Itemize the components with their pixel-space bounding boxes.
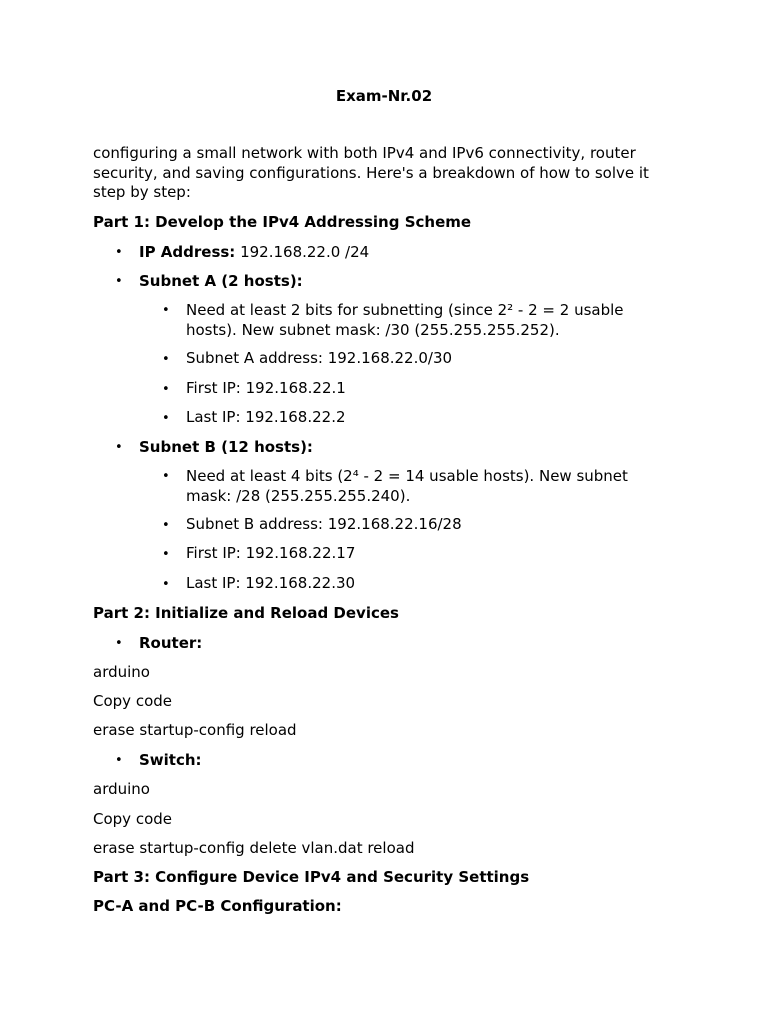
bullet-subnet-b-1: • [162, 469, 170, 484]
bullet-subnet-a-4: • [162, 411, 170, 426]
part2-heading: Part 2: Initialize and Reload Devices [93, 604, 399, 622]
bullet-subnet-a-3: • [162, 382, 170, 397]
router-code: erase startup-config reload [93, 721, 297, 739]
subnet-b-label: Subnet B (12 hosts): [139, 438, 313, 456]
subnet-b-item-2: Subnet B address: 192.168.22.16/28 [186, 515, 462, 533]
intro-paragraph: configuring a small network with both IPv4 and IPv6 connectivity, router security, and saving configurations. Here's a breakdown of how to solve it step by step: [93, 144, 649, 201]
ip-address-label: IP Address: [139, 243, 236, 261]
bullet-subnet-b: • [115, 440, 123, 455]
ip-address-value: 192.168.22.0 /24 [235, 243, 370, 261]
ip-address-item [139, 242, 369, 262]
subnet-a-label: Subnet A (2 hosts): [139, 272, 303, 290]
bullet-subnet-a: • [115, 274, 123, 289]
subnet-a-item-3: First IP: 192.168.22.1 [186, 379, 346, 397]
subnet-b-item-3: First IP: 192.168.22.17 [186, 544, 356, 562]
subnet-a-item-1: Need at least 2 bits for subnetting (since 2² - 2 = 2 usable hosts). New subnet mask: /30 (255.255.255.252). [186, 301, 624, 339]
subnet-a-item-4: Last IP: 192.168.22.2 [186, 408, 346, 426]
router-copy-code: Copy code [93, 692, 172, 710]
bullet-subnet-a-2: • [162, 352, 170, 367]
bullet-switch: • [115, 753, 123, 768]
part1-heading: Part 1: Develop the IPv4 Addressing Scheme [93, 213, 472, 231]
switch-copy-code: Copy code [93, 810, 172, 828]
subnet-a-item-2: Subnet A address: 192.168.22.0/30 [186, 349, 453, 367]
router-label: Router: [139, 634, 203, 652]
subnet-b-item-1: Need at least 4 bits (2⁴ - 2 = 14 usable hosts). New subnet mask: /28 (255.255.255.240). [186, 467, 628, 505]
bullet-subnet-b-2: • [162, 518, 170, 533]
page-title: Exam-Nr.02 [335, 87, 433, 105]
part3-subheading: PC-A and PC-B Configuration: [93, 897, 342, 915]
bullet-router: • [115, 636, 123, 651]
bullet-ip: • [115, 245, 123, 260]
switch-code-lang: arduino [93, 780, 150, 798]
subnet-b-item-4: Last IP: 192.168.22.30 [186, 574, 356, 592]
switch-code: erase startup-config delete vlan.dat reload [93, 839, 415, 857]
bullet-subnet-b-3: • [162, 547, 170, 562]
bullet-subnet-a-1: • [162, 303, 170, 318]
router-code-lang: arduino [93, 663, 150, 681]
part3-heading: Part 3: Configure Device IPv4 and Security Settings [93, 868, 530, 886]
switch-label: Switch: [139, 751, 202, 769]
bullet-subnet-b-4: • [162, 577, 170, 592]
